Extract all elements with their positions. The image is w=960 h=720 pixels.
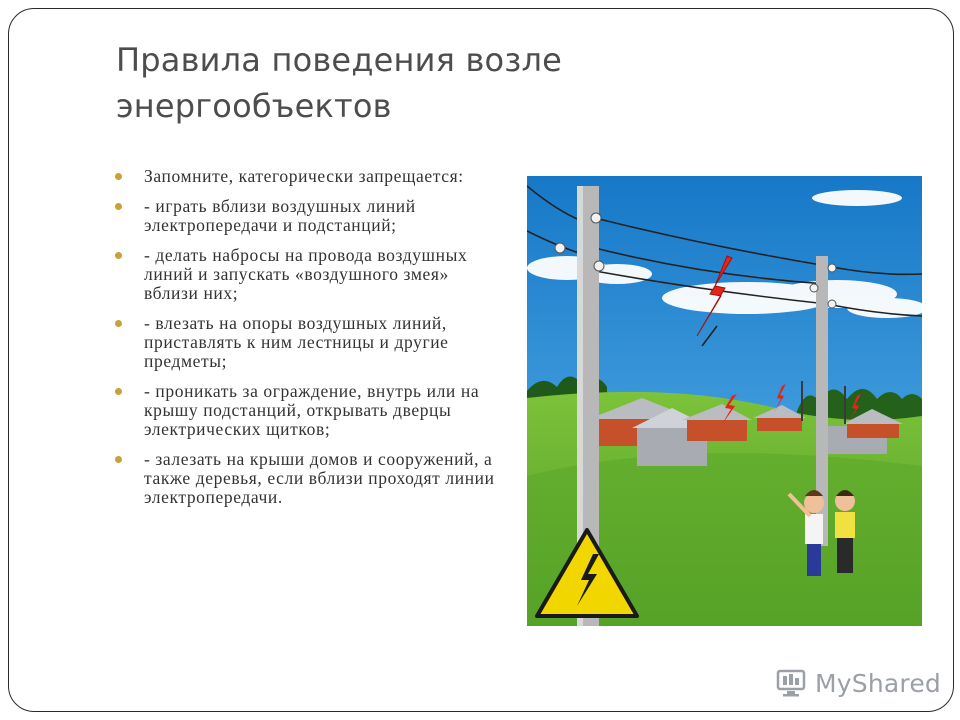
monitor-logo-icon xyxy=(775,666,809,700)
bullet-icon xyxy=(115,203,122,210)
bullet-icon xyxy=(115,252,122,259)
watermark-text: MyShared xyxy=(815,668,941,698)
list-item-text: - проникать за ограждение, внутрь или на крышу подстанций, открывать дверцы электрических щитков; xyxy=(144,381,480,439)
bullet-icon xyxy=(115,173,122,180)
slide-title: Правила поведения возле энергообъектов xyxy=(116,41,563,125)
list-item xyxy=(115,197,495,235)
watermark xyxy=(775,663,941,703)
list-item xyxy=(115,450,495,507)
bullet-icon xyxy=(115,456,122,463)
bullet-icon xyxy=(115,320,122,327)
list-item xyxy=(115,314,495,371)
list-item-text: Запомните, категорически запрещается: xyxy=(144,166,464,186)
list-item-text: - залезать на крыши домов и сооружений, а также деревья, если вблизи проходят линии электропередачи. xyxy=(144,449,495,507)
rules-list xyxy=(115,167,495,518)
list-item xyxy=(115,382,495,439)
power-line-illustration xyxy=(527,176,922,626)
list-item-text: - играть вблизи воздушных линий электропередачи и подстанций; xyxy=(144,196,416,235)
slide xyxy=(8,8,954,712)
list-item-text: - влезать на опоры воздушных линий, приставлять к ним лестницы и другие предметы; xyxy=(144,313,449,371)
bullet-icon xyxy=(115,388,122,395)
list-item xyxy=(115,246,495,303)
list-item-text: - делать набросы на провода воздушных линий и запускать «воздушного змея» вблизи них; xyxy=(144,245,468,303)
list-item xyxy=(115,167,495,186)
